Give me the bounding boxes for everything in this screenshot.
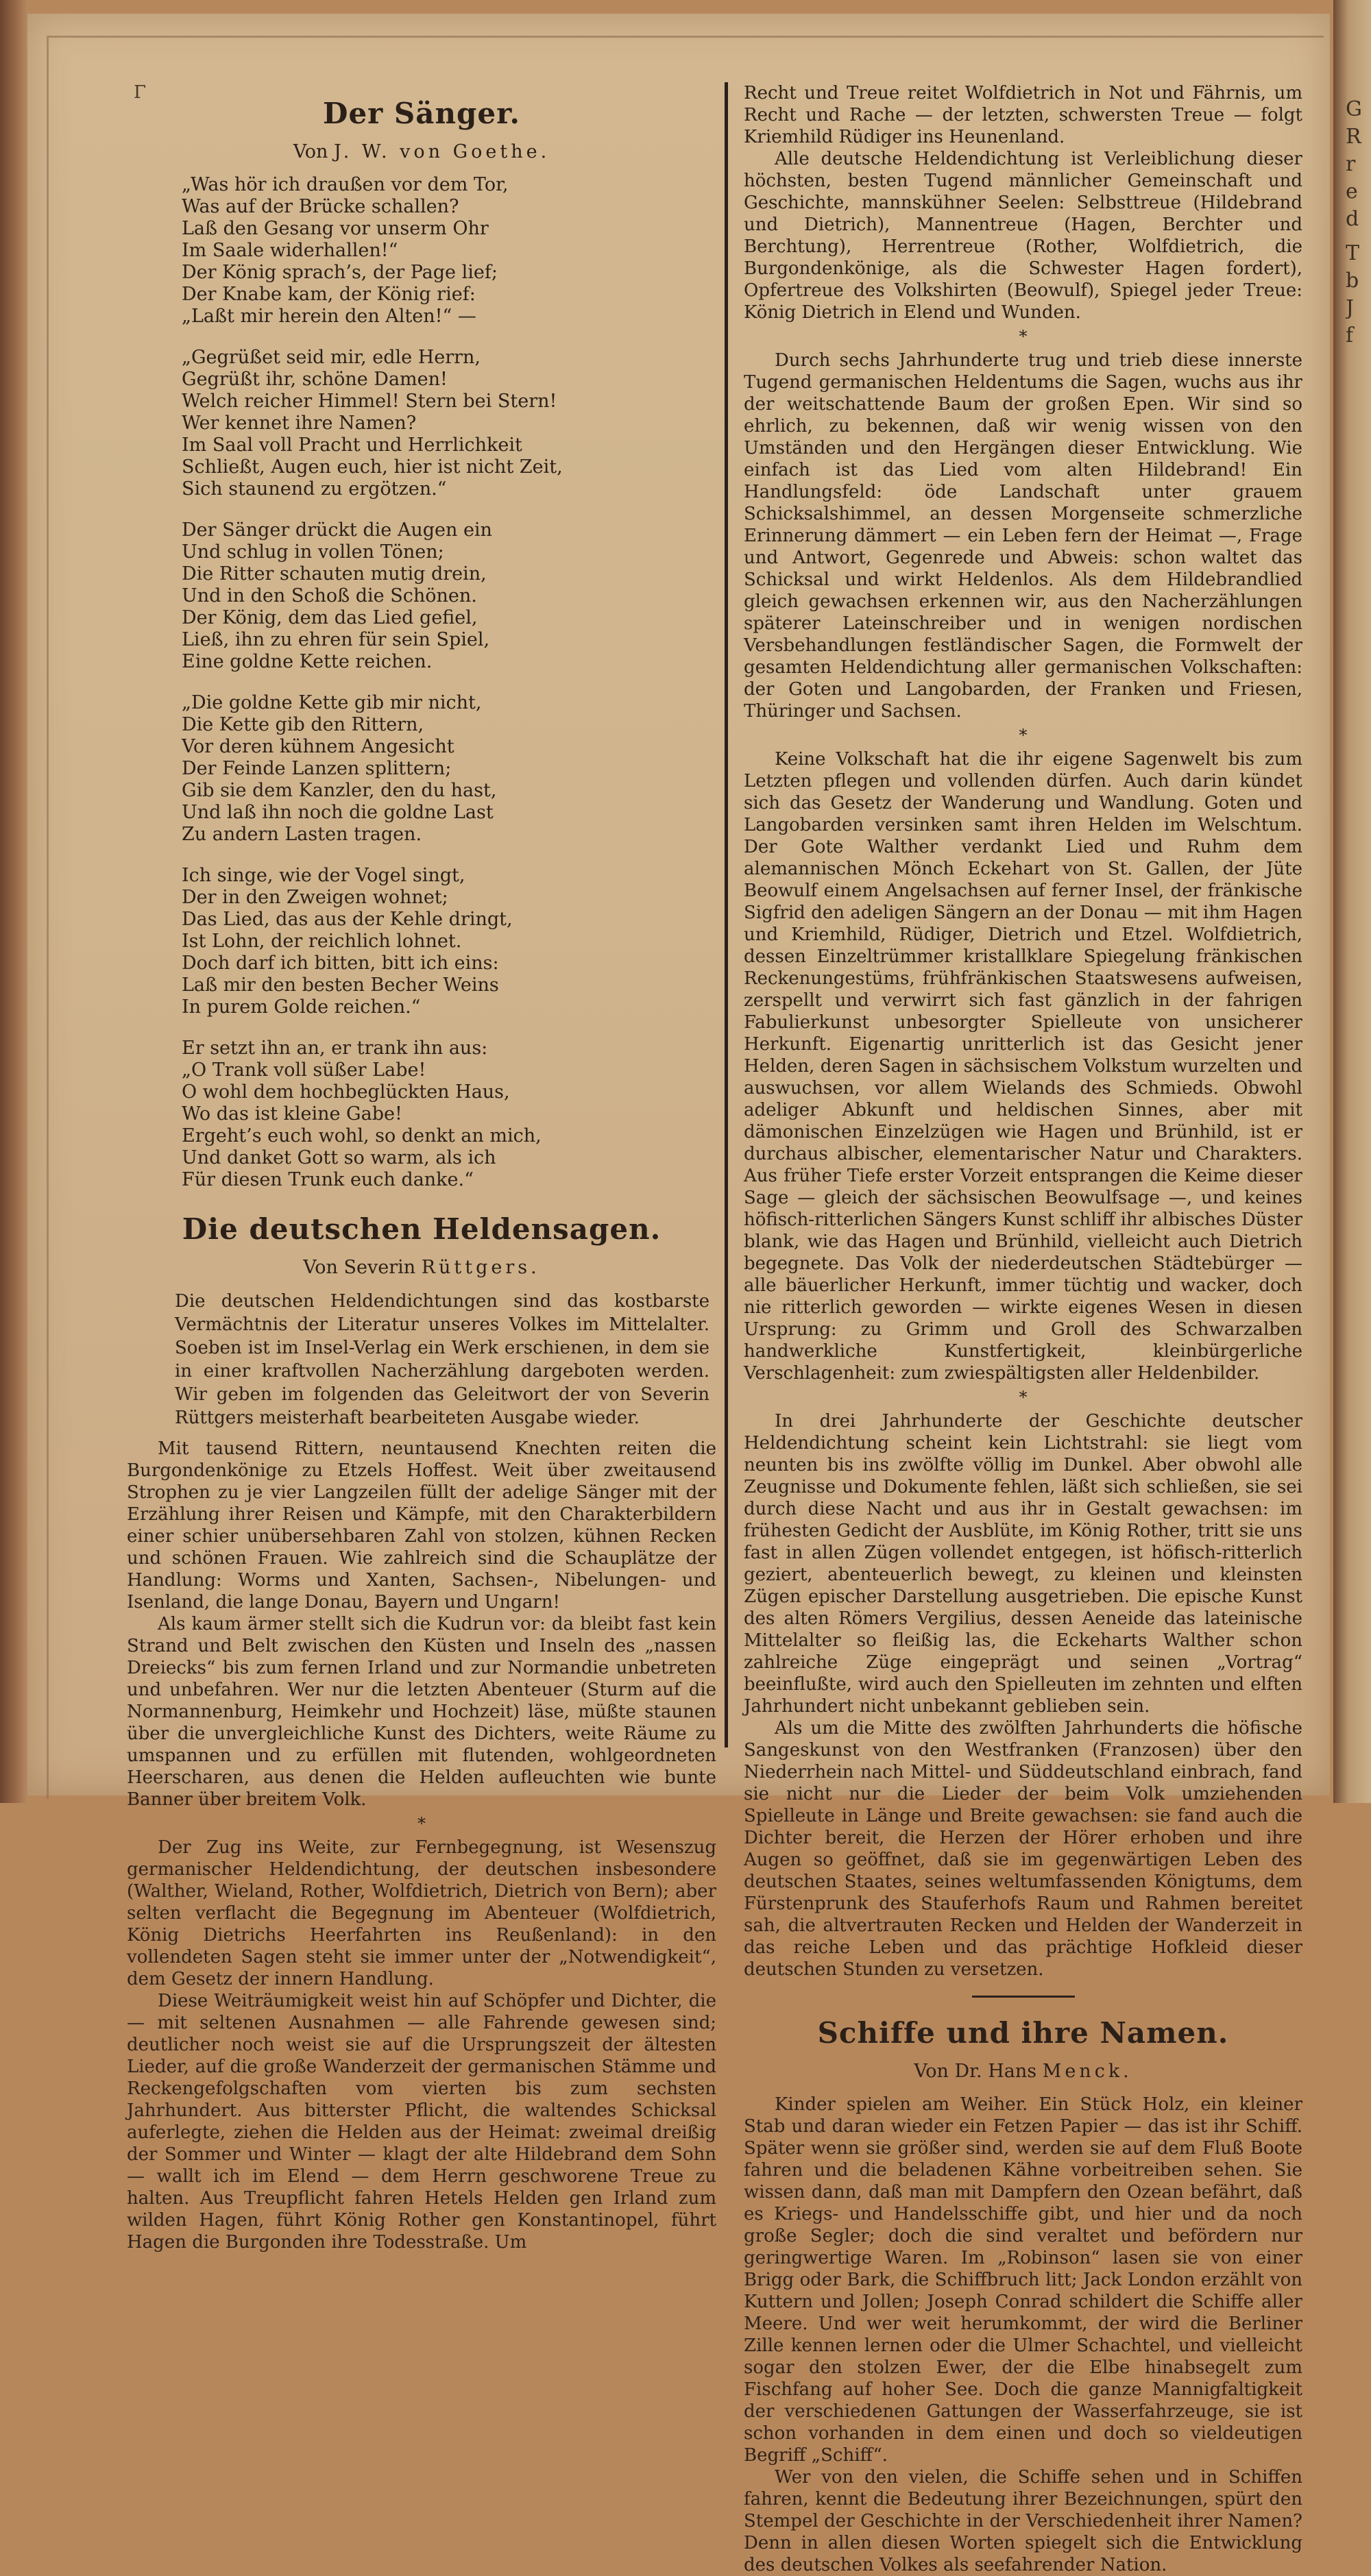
poem-stanza bbox=[182, 347, 716, 500]
poem-line: „Gegrüßet seid mir, edle Herrn, bbox=[182, 347, 481, 368]
article-body-right-3 bbox=[744, 748, 1302, 1384]
poem-author: J. W. von Goethe. bbox=[334, 141, 550, 162]
paragraph: Wer von den vielen, die Schiffe sehen und in Schiffen fahren, kennt die Bedeutung ihrer Bezeichnungen, spürt den Stempel der Geschichte in der Verschiedenheit ihrer Namen? Denn in allen diesen Worten spiegelt sich die Entwicklung des deutschen Volkes als seefahrender Nation. bbox=[744, 2467, 1302, 2575]
ships-byline bbox=[744, 2058, 1302, 2085]
poem-line: Der König, dem das Lied gefiel, bbox=[182, 607, 478, 628]
poem-line: „Laßt mir herein den Alten!“ — bbox=[182, 306, 476, 327]
poem-line: Der in den Zweigen wohnet; bbox=[182, 887, 448, 908]
poem-line: Schließt, Augen euch, hier ist nicht Zeit, bbox=[182, 456, 563, 478]
poem-line: Wer kennet ihre Namen? bbox=[182, 413, 417, 434]
poem-line: Und schlug in vollen Tönen; bbox=[182, 541, 444, 563]
paragraph: Kinder spielen am Weiher. Ein Stück Holz, ein kleiner Stab und daran wieder ein Fetzen Papier — das ist ihr Schiff. Später wenn sie größer sind, werden sie auf dem Fluß Boote fahren und die beladenen Kähne vorbeitreiben sehen. Sie wissen dann, daß man mit Dampfern den Ozean befährt, daß es Kriegs- und Handelsschiffe gibt, und hier und da noch große Segler; doch die sind veraltet und befördern nur geringwertige Waren. Im „Robinson“ lasen sie von einer Brigg oder Bark, die Schiffbruch litt; Jack London erzählt von Kuttern und Jollen; Joseph Conrad schildert die Schiffe aller Meere. Und wer weit herumkommt, der wird die Berliner Zille kennen lernen oder die Ulmer Schachtel, und vielleicht sogar den stolzen Ewer, der die Elbe hinabsegelt zum Fischfang auf hoher See. Doch die ganze Mannigfaltigkeit der verschiedenen Gattungen der Wasserfahrzeuge, sie ist schon vorhanden in dem einen und doch so vieldeutigen Begriff „Schiff“. bbox=[744, 2094, 1302, 2466]
poem-line: Ist Lohn, der reichlich lohnet. bbox=[182, 931, 462, 952]
poem-body bbox=[127, 174, 716, 1191]
paragraph: Der Zug ins Weite, zur Fernbegegnung, ist Wesenszug germanischer Heldendichtung, der deutschen insbesondere (Walther, Wieland, Rother, Wolfdietrich, Dietrich von Bern); aber selten verflacht die Begegnung im Abenteuer (Wolfdietrich, König Dietrichs Heerfahrten ins Reußenland): in den vollendeten Sagen steht sie immer unter der „Notwendigkeit“, dem Gesetz der innern Handlung. bbox=[127, 1837, 716, 1989]
poem-line: Der Sänger drückt die Augen ein bbox=[182, 519, 492, 541]
poem-line: Zu andern Lasten tragen. bbox=[182, 824, 422, 845]
poem-byline-prefix: Von bbox=[293, 141, 328, 162]
article-author: Rüttgers. bbox=[421, 1257, 540, 1278]
section-star: * bbox=[1019, 327, 1028, 346]
ships-byline-prefix: Von Dr. Hans bbox=[914, 2061, 1037, 2082]
article-body-left bbox=[127, 1438, 716, 1811]
article-body-left-2 bbox=[127, 1837, 716, 2253]
poem-line: Die Ritter schauten mutig drein, bbox=[182, 563, 487, 585]
paragraph: Mit tausend Rittern, neuntausend Knechten reiten die Burgondenkönige zu Etzels Hoffest. Weit über zweitausend Strophen zu je vier Langzeilen füllt der adelige Sänger mit der Erzählung ihrer Reisen und Kämpfe, mit den Charakterbildern einer schier unübersehbaren Zahl von stolzen, kühnen Recken und schönen Frauen. Wie zahlreich sind die Schauplätze der Handlung: Worms und Xanten, Sachsen-, Nibelungen- und Isenland, die lange Donau, Bayern und Ungarn! bbox=[127, 1438, 716, 1612]
left-binding-edge bbox=[0, 0, 27, 1803]
column-rule bbox=[725, 82, 728, 1747]
facing-page-fragment: d bbox=[1346, 207, 1359, 231]
section-star: * bbox=[1019, 1388, 1028, 1407]
poem-line: Der König sprach’s, der Page lief; bbox=[182, 262, 498, 283]
poem-line: „O Trank voll süßer Labe! bbox=[182, 1059, 426, 1081]
facing-page-fragment: r bbox=[1346, 152, 1356, 176]
poem-line: O wohl dem hochbeglückten Haus, bbox=[182, 1081, 510, 1103]
poem-line: Sich staunend zu ergötzen.“ bbox=[182, 478, 447, 500]
article-byline-prefix: Von Severin bbox=[303, 1257, 416, 1278]
poem-stanza bbox=[182, 692, 716, 846]
article-body-right-2 bbox=[744, 349, 1302, 722]
poem-stanza bbox=[182, 174, 716, 328]
poem-line: Doch darf ich bitten, bitt ich eins: bbox=[182, 953, 499, 974]
paragraph: Durch sechs Jahrhunderte trug und trieb diese innerste Tugend germanischen Heldentums die Sagen, wuchs aus ihr der weitschattende Baum der großen Epen. Wir sind so ehrlich, zu bekennen, daß wir wenig wissen von den Umständen und den Hergängen dieser Entwicklung. Wie einfach ist das Lied vom alten Hildebrand! Ein Handlungsfeld: öde Landschaft unter grauem Schicksalshimmel, an dessen Morgenseite schmerzliche Erinnerung dämmert — ein Leben fern der Heimat —, Frage und Antwort, Gegenrede und Abweis: schon waltet das Schicksal und wirkt Heldenlos. Als dem Hildebrandlied gleich gewachsen erkennen wir, aus den Nacherzählungen späterer Lateinschreiber und in wenigen nordischen Versbehandlungen festländischer Sagen, die Formwelt der gesamten Heldendichtung aller germanischen Volkschaften: der Goten und Langobarden, der Franken und Friesen, Thüringer und Sachsen. bbox=[744, 350, 1302, 722]
poem-line: In purem Golde reichen.“ bbox=[182, 996, 421, 1018]
poem-line: Laß den Gesang vor unserm Ohr bbox=[182, 218, 489, 239]
facing-page-fragment: f bbox=[1346, 323, 1354, 347]
facing-page-fragment: J bbox=[1346, 296, 1355, 320]
poem-line: „Die goldne Kette gib mir nicht, bbox=[182, 692, 482, 713]
poem-line: Und in den Schoß die Schönen. bbox=[182, 585, 477, 606]
right-column bbox=[744, 82, 1302, 2576]
poem-byline bbox=[127, 138, 716, 166]
facing-page-fragment: R bbox=[1346, 125, 1361, 149]
poem-stanza bbox=[182, 519, 716, 673]
poem-line: Die Kette gib den Rittern, bbox=[182, 714, 424, 735]
poem-stanza bbox=[182, 865, 716, 1018]
poem-line: Ich singe, wie der Vogel singt, bbox=[182, 865, 465, 886]
paragraph: Als kaum ärmer stellt sich die Kudrun vor: da bleibt fast kein Strand und Belt zwischen den Küsten und Inseln des „nassen Dreiecks“ bis zum fernen Irland und zur Normandie unbetreten und unbefahren. Wer nur die letzten Abenteuer (Sturm auf die Normannenburg, Heimkehr und Hochzeit) läse, müßte staunen über die unvergleichliche Kunst des Dichters, weite Räume zu umspannen und zu erfüllen mit flutenden, wohlgeordneten Heerscharen, aus denen die Helden aufleuchten wie bunte Banner über breitem Volk. bbox=[127, 1614, 716, 1810]
poem-line: Der Knabe kam, der König rief: bbox=[182, 284, 476, 305]
poem-line: Im Saal voll Pracht und Herrlichkeit bbox=[182, 434, 522, 456]
paragraph: Diese Weiträumigkeit weist hin auf Schöpfer und Dichter, die — mit seltenen Ausnahmen — alle Fahrende gewesen sind; deutlicher noch weist sie auf die Ursprungszeit der ältesten Lieder, auf die große Wanderzeit der germanischen Stämme und Reckengefolgschaften vom vierten bis zum sechsten Jahrhundert. Aus bitterster Pflicht, die waltendes Schicksal auferlegte, ziehen die Helden aus der Heimat: zweimal dreißig der Sommer und Winter — klagt der alte Hildebrand dem Sohn — wallt ich im Elend — dem Herrn geschworene Treue zu halten. Aus Treupflicht fahren Hetels Helden gen Irland zum wilden Hagen, führt König Rother gen Konstantinopel, führt Hagen die Burgonden ihre Todesstraße. Um bbox=[127, 1991, 716, 2253]
poem-line: Was auf der Brücke schallen? bbox=[182, 196, 459, 217]
article-body-right bbox=[744, 82, 1302, 323]
poem-line: Eine goldne Kette reichen. bbox=[182, 651, 433, 672]
poem-line: Und danket Gott so warm, als ich bbox=[182, 1147, 496, 1168]
ships-title: Schiffe und ihre Namen. bbox=[817, 2016, 1229, 2050]
facing-page-fragment: e bbox=[1346, 180, 1358, 204]
poem-line: Wo das ist kleine Gabe! bbox=[182, 1103, 402, 1125]
paragraph: Alle deutsche Heldendichtung ist Verleiblichung dieser höchsten, besten Tugend männlicher Gemeinschaft und Geschichte, mannskühner Seelen: Selbsttreue (Hildebrand und Dietrich), Mannentreue (Hagen, Berchter und Berchtung), Herrentreue (Rother, Wolfdietrich, die Burgondenkönige, als die Schwester Hagen fordert), Opfertreue des Volkshirten (Beowulf), Spiegel jeder Treue: König Dietrich in Elend und Wunden. bbox=[744, 149, 1302, 323]
section-star: * bbox=[417, 1814, 426, 1833]
article-body-right-4 bbox=[744, 1410, 1302, 1980]
paragraph: Als um die Mitte des zwölften Jahrhunderts die höfische Sangeskunst von den Westfranken (Franzosen) über den Niederrhein nach Mittel- und Süddeutschland einbrach, fand sie nicht nur die Lieder der beim Volk umziehenden Spielleute in Länge und Breite gewachsen: sie fand auch die Dichter bereit, die Herzen der Hörer erhoben und ihre Augen so geöffnet, daß sie im gegenwärtigen Leben des deutschen Staates, seines weltumfassenden Königtums, dem Fürstenprunk des Stauferhofs Raum und Rahmen bereitet sah, die altvertrauten Recken und Helden der Wanderzeit in das reiche Leben und das prächtige Hofkleid dieser deutschen Stunden zu versetzen. bbox=[744, 1718, 1302, 1980]
poem-line: Ergeht’s euch wohl, so denkt an mich, bbox=[182, 1125, 542, 1146]
poem-title: Der Sänger. bbox=[323, 97, 520, 130]
poem-line: Er setzt ihn an, er trank ihn aus: bbox=[182, 1038, 488, 1059]
poem-line: Und laß ihn noch die goldne Last bbox=[182, 802, 494, 823]
article-separator bbox=[972, 1996, 1075, 1998]
poem-line: Ließ, ihn zu ehren für sein Spiel, bbox=[182, 629, 490, 650]
poem-line: „Was hör ich draußen vor dem Tor, bbox=[182, 174, 509, 195]
ships-body bbox=[744, 2094, 1302, 2576]
paragraph: Recht und Treue reitet Wolfdietrich in Not und Fährnis, um Recht und Rache — der letzten, schwersten Treue — folgt Kriemhild Rüdiger ins Heunenland. bbox=[744, 83, 1302, 147]
poem-line: Der Feinde Lanzen splittern; bbox=[182, 758, 452, 779]
poem-line: Im Saale widerhallen!“ bbox=[182, 240, 398, 261]
poem-line: Das Lied, das aus der Kehle dringt, bbox=[182, 909, 513, 930]
paragraph: Keine Volkschaft hat die ihr eigene Sagenwelt bis zum Letzten pflegen und vollenden dürfen. Auch darin kündet sich das Gesetz der Wanderung und Wandlung. Goten und Langobarden versinken samt ihren Helden im Welschtum. Der Gote Walther verdankt Lied und Ruhm dem alemannischen Mönch Eckehart von St. Gallen, der Jüte Beowulf einem Angelsachsen auf ferner Insel, der fränkische Sigfrid den adeligen Sängern an der Donau — mit ihm Hagen und Kriemhild, Rüdiger, Dietrich und Etzel. Wolfdietrich, dessen Einzeltrümmer kristallklare Spiegelung fränkischen Reckenungestüms, frühfränkischen Staatswesens aufweisen, zerspellt und verwirrt sich fast gänzlich in der fahrigen Fabulierkunst unbesorgter Spielleute von unsicherer Herkunft. Eigenartig unritterlich ist das Gesicht jener Helden, deren Sagen in sächsischem Volkstum wurzelten und auswuchsen, vor allem Wielands des Schmieds. Obwohl adeliger Abkunft und heldischen Sinnes, aber mit dämonischen Einzelzügen wie Hagen und Brünhild, ist er durchaus albischer, elementarischer Natur und Charakters. Aus früher Tiefe erster Vorzeit entsprangen die Keime dieser Sage — gleich der sächsischen Beowulfsage —, und keines höfisch-ritterlichen Sängers Kunst schliff ihr albisches Düster blank, wie das Hagen und Brünhild, vielleicht auch Dietrich begegnete. Das Volk der niederdeutschen Städtebürger — alle bäuerlicher Herkunft, immer tüchtig und wacker, doch nie ritterlich geworden — wirkte eigenes Wesen in diesen Ursprung: zu Grimm und Groll des Schwarzalben handwerkliche Kunstfertigkeit, kleinbürgerliche Verschlagenheit: zum zwiespältigsten aller Heldenbilder. bbox=[744, 749, 1302, 1384]
facing-page-edge bbox=[1333, 0, 1371, 1803]
poem-line: Laß mir den besten Becher Weins bbox=[182, 974, 499, 996]
corner-mark: Γ bbox=[134, 82, 147, 103]
poem-line: Vor deren kühnem Angesicht bbox=[182, 736, 454, 757]
facing-page-fragment: G bbox=[1346, 97, 1362, 121]
facing-page-fragment: T bbox=[1346, 241, 1360, 265]
section-star: * bbox=[1019, 726, 1028, 745]
poem-line: Für diesen Trunk euch danke.“ bbox=[182, 1169, 474, 1190]
article-intro: Die deutschen Heldendichtungen sind das kostbarste Vermächtnis der Literatur unseres Volkes im Mittelalter. Soeben ist im Insel-Verlag ein Werk erschienen, in dem sie in einer kraftvollen Nacherzählung dargeboten werden. Wir geben im folgenden das Geleitwort der von Severin Rüttgers meisterhaft bearbeiteten Ausgabe wieder. bbox=[175, 1291, 709, 1428]
poem-line: Gib sie dem Kanzler, den du hast, bbox=[182, 780, 497, 801]
article-title: Die deutschen Heldensagen. bbox=[182, 1212, 662, 1246]
poem-line: Welch reicher Himmel! Stern bei Stern! bbox=[182, 391, 557, 412]
facing-page-fragment: b bbox=[1346, 269, 1359, 293]
paragraph: In drei Jahrhunderte der Geschichte deutscher Heldendichtung scheint kein Lichtstrahl: sie liegt vom neunten bis ins zwölfte völlig im Dunkel. Aber obwohl alle Zeugnisse und Dokumente fehlen, läßt sich schließen, sie sei durch diese Nacht und aus ihr in Gestalt gewachsen: im frühesten Gedicht der Ausblüte, im König Rother, tritt sie uns fast in allen Zügen vollendet entgegen, ist höfisch-ritterlich geziert, abenteuerlich bewegt, zu kleinen und kleinsten Zügen epischer Darstellung ausgetrieben. Die epische Kunst des alten Römers Vergilius, dessen Aeneide das lateinische Mittelalter so fleißig las, die Eckeharts Walther schon zahlreiche Züge eingeprägt und seinen „Vortrag“ beeinflußte, wird auch den Spielleuten im zehnten und elften Jahrhundert nicht unbekannt geblieben sein. bbox=[744, 1411, 1302, 1717]
article-byline bbox=[127, 1254, 716, 1281]
left-column bbox=[127, 82, 716, 2253]
ships-author: Menck. bbox=[1042, 2061, 1132, 2082]
poem-stanza bbox=[182, 1038, 716, 1191]
poem-line: Gegrüßt ihr, schöne Damen! bbox=[182, 369, 448, 390]
